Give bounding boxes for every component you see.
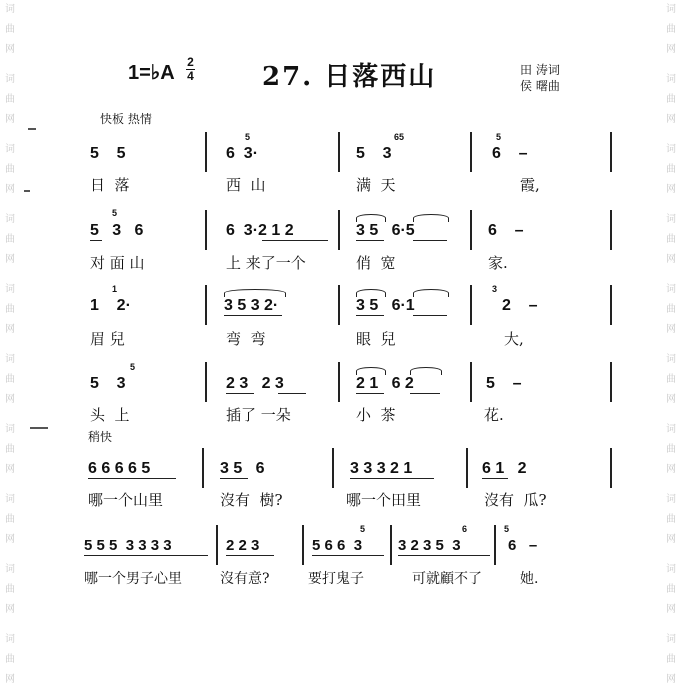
watermark-left bbox=[0, 0, 20, 685]
watermark-glyph: 网 bbox=[666, 674, 676, 685]
watermark-glyph: 曲 bbox=[5, 654, 15, 665]
watermark-glyph: 网 bbox=[5, 394, 15, 405]
notes-measure: 6 6 6 6 5 bbox=[88, 460, 151, 477]
watermark-glyph: 曲 bbox=[666, 164, 676, 175]
watermark-glyph: 曲 bbox=[5, 374, 15, 385]
slur bbox=[413, 214, 449, 222]
watermark-glyph: 曲 bbox=[5, 584, 15, 595]
watermark-glyph: 网 bbox=[5, 324, 15, 335]
watermark-glyph: 网 bbox=[5, 604, 15, 615]
grace-note: 5 bbox=[130, 362, 136, 372]
slur bbox=[356, 289, 386, 297]
underline-beam bbox=[413, 240, 447, 241]
watermark-glyph: 词 bbox=[5, 564, 15, 575]
underline-beam bbox=[356, 240, 384, 241]
scan-mark bbox=[30, 427, 48, 429]
grace-note: 3 bbox=[492, 284, 498, 294]
watermark-glyph: 曲 bbox=[5, 94, 15, 105]
scan-mark bbox=[28, 128, 36, 130]
underline-beam bbox=[350, 478, 434, 479]
lyrics-line: 要打鬼子 bbox=[308, 571, 364, 587]
barline bbox=[390, 525, 392, 565]
notes-measure: 2 2 3 bbox=[226, 537, 260, 554]
barline bbox=[205, 132, 207, 172]
watermark-glyph: 网 bbox=[666, 184, 676, 195]
watermark-glyph: 网 bbox=[5, 254, 15, 265]
watermark-glyph: 词 bbox=[666, 354, 676, 365]
lyrics-line: 弯 弯 bbox=[226, 330, 266, 348]
notes-measure: 1 2· bbox=[90, 297, 131, 314]
watermark-glyph: 网 bbox=[5, 464, 15, 475]
key-signature: 1=♭A bbox=[128, 62, 175, 84]
watermark-glyph: 词 bbox=[5, 634, 15, 645]
lyrics-line: 可就顧不了 bbox=[412, 571, 482, 587]
lyrics-line: 满 天 bbox=[356, 176, 396, 194]
lyrics-line: 哪一个田里 bbox=[346, 491, 422, 509]
barline bbox=[205, 210, 207, 250]
watermark-glyph: 词 bbox=[5, 284, 15, 295]
watermark-glyph: 词 bbox=[666, 564, 676, 575]
watermark-glyph: 词 bbox=[666, 4, 676, 15]
composer: 侯 曙曲 bbox=[520, 79, 560, 93]
notes-measure: 3 3 3 2 1 bbox=[350, 460, 413, 477]
watermark-glyph: 网 bbox=[5, 44, 15, 55]
barline bbox=[610, 362, 612, 402]
notes-measure: 2 – bbox=[502, 297, 538, 314]
notes-measure: 6 1 2 bbox=[482, 460, 527, 477]
grace-note: 5 bbox=[112, 208, 118, 218]
watermark-glyph: 词 bbox=[5, 214, 15, 225]
watermark-glyph: 网 bbox=[5, 114, 15, 125]
underline-beam bbox=[224, 315, 282, 316]
watermark-glyph: 网 bbox=[5, 184, 15, 195]
notes-measure: 3 5 6 bbox=[220, 460, 265, 477]
scan-mark bbox=[24, 190, 30, 192]
lyrics-line: 日 落 bbox=[90, 176, 130, 194]
watermark-glyph: 曲 bbox=[5, 444, 15, 455]
barline bbox=[338, 285, 340, 325]
notes-measure: 5 5 5 3 3 3 3 bbox=[84, 537, 172, 554]
watermark-glyph: 网 bbox=[5, 674, 15, 685]
watermark-glyph: 曲 bbox=[666, 374, 676, 385]
watermark-glyph: 网 bbox=[666, 254, 676, 265]
watermark-glyph: 曲 bbox=[666, 94, 676, 105]
watermark-glyph: 网 bbox=[666, 604, 676, 615]
grace-note: 6 bbox=[462, 524, 468, 534]
underline-beam bbox=[278, 393, 306, 394]
time-signature-bottom: 4 bbox=[187, 69, 194, 83]
notes-measure: 3 5 6·1 bbox=[356, 297, 415, 314]
watermark-glyph: 曲 bbox=[5, 24, 15, 35]
watermark-glyph: 网 bbox=[666, 114, 676, 125]
watermark-glyph: 词 bbox=[5, 74, 15, 85]
barline bbox=[470, 362, 472, 402]
barline bbox=[338, 210, 340, 250]
underline-beam bbox=[410, 393, 440, 394]
barline bbox=[216, 525, 218, 565]
underline-beam bbox=[356, 315, 384, 316]
watermark-glyph: 曲 bbox=[666, 444, 676, 455]
watermark-glyph: 曲 bbox=[666, 654, 676, 665]
watermark-glyph: 词 bbox=[666, 144, 676, 155]
underline-beam bbox=[398, 555, 490, 556]
slur bbox=[356, 214, 386, 222]
watermark-glyph: 词 bbox=[5, 494, 15, 505]
barline bbox=[205, 362, 207, 402]
lyrics-line: 对 面 山 bbox=[90, 254, 145, 272]
underline-beam bbox=[482, 478, 508, 479]
tempo-marking-later: 稍快 bbox=[88, 430, 113, 444]
lyrics-line: 哪一个男子心里 bbox=[84, 571, 182, 587]
barline bbox=[610, 285, 612, 325]
lyrics-line: 花. bbox=[484, 406, 504, 424]
watermark-glyph: 网 bbox=[666, 394, 676, 405]
underline-beam bbox=[226, 393, 254, 394]
notes-measure: 5 3 bbox=[356, 145, 392, 162]
notes-measure: 3 5 6·5 bbox=[356, 222, 415, 239]
lyricist: 田 涛词 bbox=[520, 63, 560, 77]
barline bbox=[466, 448, 468, 488]
notes-measure: 6 3· bbox=[226, 145, 259, 162]
notes-measure: 5 3 bbox=[90, 375, 126, 392]
watermark-right bbox=[661, 0, 681, 685]
watermark-glyph: 词 bbox=[5, 144, 15, 155]
credits bbox=[520, 62, 560, 94]
watermark-glyph: 词 bbox=[666, 494, 676, 505]
slur bbox=[356, 367, 386, 375]
watermark-glyph: 网 bbox=[5, 534, 15, 545]
lyrics-line: 西 山 bbox=[226, 176, 266, 194]
watermark-glyph: 网 bbox=[666, 44, 676, 55]
watermark-glyph: 词 bbox=[666, 74, 676, 85]
watermark-glyph: 网 bbox=[666, 324, 676, 335]
watermark-glyph: 词 bbox=[5, 424, 15, 435]
barline bbox=[302, 525, 304, 565]
notes-measure: 5 3 6 bbox=[90, 222, 144, 239]
lyrics-line: 大, bbox=[504, 330, 524, 348]
notes-measure: 6 3·2 1 2 bbox=[226, 222, 294, 239]
lyrics-line: 眉 兒 bbox=[90, 330, 125, 348]
notes-measure: 2 1 6 2 bbox=[356, 375, 414, 392]
underline-beam bbox=[356, 393, 384, 394]
lyrics-line: 家. bbox=[488, 254, 508, 272]
underline-beam bbox=[312, 555, 384, 556]
underline-beam bbox=[413, 315, 447, 316]
notes-measure: 6 – bbox=[488, 222, 524, 239]
underline-beam bbox=[262, 240, 328, 241]
lyrics-line: 上 来了一个 bbox=[226, 254, 306, 272]
watermark-glyph: 词 bbox=[666, 424, 676, 435]
notes-measure: 3 2 3 5 3 bbox=[398, 537, 461, 554]
slur bbox=[224, 289, 286, 297]
watermark-glyph: 曲 bbox=[666, 234, 676, 245]
underline-beam bbox=[90, 240, 102, 241]
time-signature bbox=[186, 56, 195, 83]
time-signature-top: 2 bbox=[187, 55, 194, 69]
lyrics-line: 沒有 樹? bbox=[220, 491, 283, 509]
watermark-glyph: 曲 bbox=[666, 514, 676, 525]
barline bbox=[202, 448, 204, 488]
lyrics-line: 眼 兒 bbox=[356, 330, 396, 348]
barline bbox=[470, 285, 472, 325]
watermark-glyph: 网 bbox=[666, 464, 676, 475]
watermark-glyph: 网 bbox=[666, 534, 676, 545]
barline bbox=[610, 210, 612, 250]
underline-beam bbox=[226, 555, 274, 556]
lyrics-line: 小 茶 bbox=[356, 406, 396, 424]
grace-note: 65 bbox=[394, 132, 405, 142]
watermark-glyph: 曲 bbox=[666, 304, 676, 315]
lyrics-line: 沒有 瓜? bbox=[484, 491, 547, 509]
notes-measure: 5 5 bbox=[90, 145, 126, 162]
barline bbox=[338, 362, 340, 402]
barline bbox=[610, 448, 612, 488]
barline bbox=[470, 210, 472, 250]
barline bbox=[494, 525, 496, 565]
grace-note: 5 bbox=[504, 524, 510, 534]
slur bbox=[410, 367, 442, 375]
underline-beam bbox=[220, 478, 248, 479]
watermark-glyph: 曲 bbox=[5, 514, 15, 525]
underline-beam bbox=[84, 555, 208, 556]
notes-measure: 6 – bbox=[492, 145, 528, 162]
watermark-glyph: 曲 bbox=[666, 24, 676, 35]
song-title: 27. 日落西山 bbox=[262, 62, 437, 92]
notes-measure: 3 5 3 2· bbox=[224, 297, 279, 314]
grace-note: 5 bbox=[496, 132, 502, 142]
grace-note: 1 bbox=[112, 284, 118, 294]
barline bbox=[610, 132, 612, 172]
grace-note: 5 bbox=[360, 524, 366, 534]
watermark-glyph: 词 bbox=[5, 4, 15, 15]
barline bbox=[332, 448, 334, 488]
slur bbox=[413, 289, 449, 297]
lyrics-line: 俏 宽 bbox=[356, 254, 396, 272]
watermark-glyph: 曲 bbox=[5, 234, 15, 245]
lyrics-line: 哪一个山里 bbox=[88, 491, 164, 509]
lyrics-line: 沒有意? bbox=[220, 571, 270, 587]
underline-beam bbox=[88, 478, 176, 479]
notes-measure: 5 – bbox=[486, 375, 522, 392]
watermark-glyph: 词 bbox=[666, 634, 676, 645]
lyrics-line: 她. bbox=[520, 571, 539, 587]
watermark-glyph: 曲 bbox=[5, 304, 15, 315]
lyrics-line: 插了 一朵 bbox=[226, 406, 291, 424]
notes-measure: 5 6 6 3 bbox=[312, 537, 363, 554]
watermark-glyph: 曲 bbox=[666, 584, 676, 595]
watermark-glyph: 曲 bbox=[5, 164, 15, 175]
grace-note: 5 bbox=[245, 132, 251, 142]
watermark-glyph: 词 bbox=[5, 354, 15, 365]
barline bbox=[470, 132, 472, 172]
watermark-glyph: 词 bbox=[666, 214, 676, 225]
barline bbox=[205, 285, 207, 325]
barline bbox=[338, 132, 340, 172]
notes-measure: 2 3 2 3 bbox=[226, 375, 284, 392]
watermark-glyph: 词 bbox=[666, 284, 676, 295]
lyrics-line: 头 上 bbox=[90, 406, 130, 424]
lyrics-line: 霞, bbox=[520, 176, 540, 194]
tempo-marking: 快板 热情 bbox=[100, 112, 152, 126]
notes-measure: 6 – bbox=[508, 537, 538, 554]
